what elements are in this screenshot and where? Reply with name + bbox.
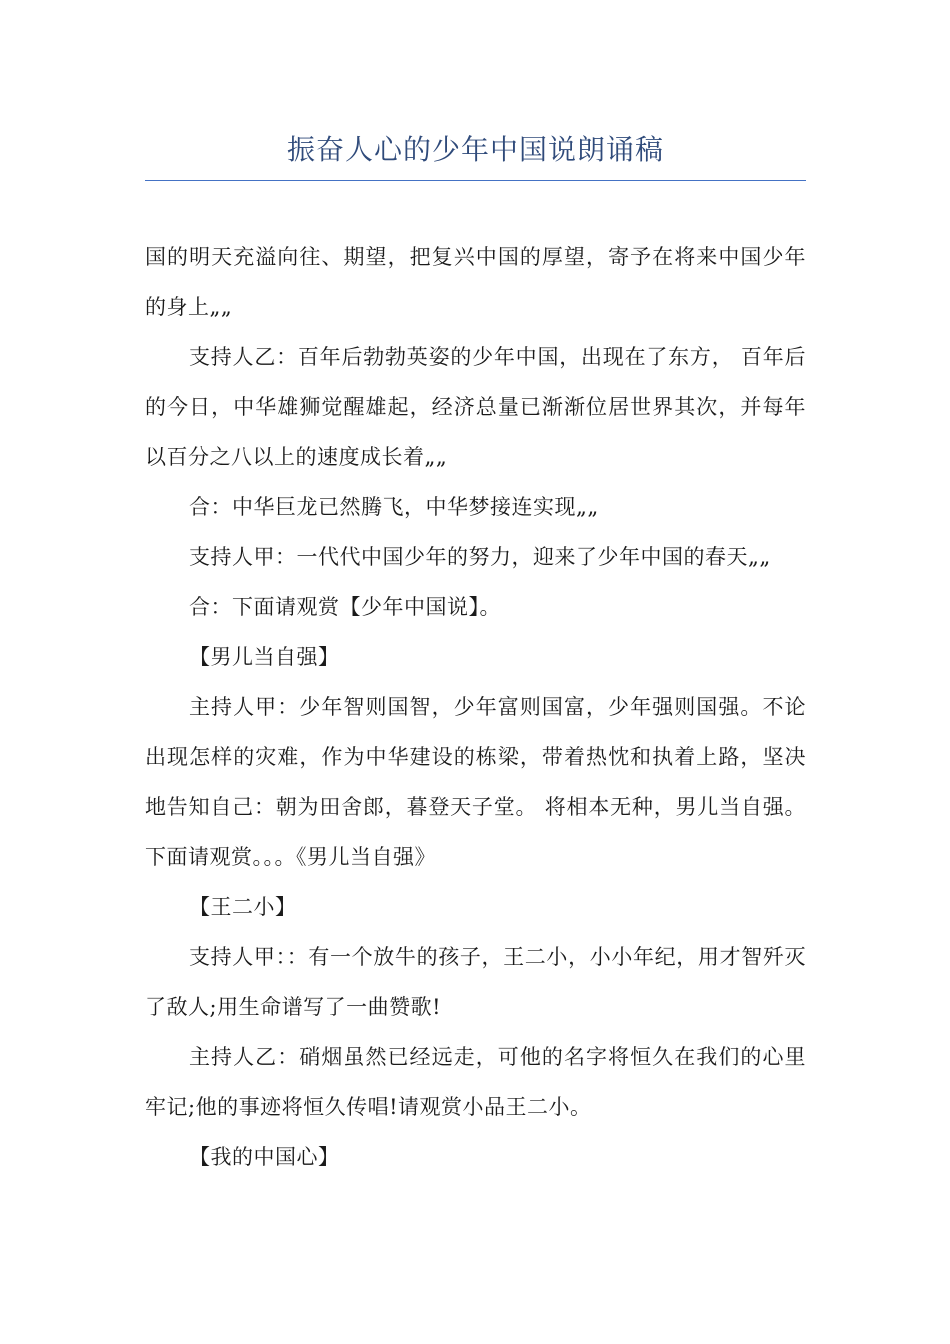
- document-title: 振奋人心的少年中国说朗诵稿: [286, 133, 664, 166]
- paragraph-host-a-1: 支持人甲：一代代中国少年的努力，迎来了少年中国的春天„„: [189, 545, 771, 569]
- paragraph-chorus-2: 合：下面请观赏【少年中国说】。: [189, 595, 501, 619]
- paragraph-continuation: 国的明天充溢向往、期望，把复兴中国的厚望，寄予在将来中国少年的身上„„: [145, 245, 806, 319]
- paragraph-host-b-2: 主持人乙：硝烟虽然已经远走，可他的名字将恒久在我们的心里牢记;他的事迹将恒久传唱!请观赏小品王二小。: [145, 1045, 806, 1119]
- section-heading-nan-er: 【男儿当自强】: [189, 645, 340, 669]
- paragraph-host-a-3: 支持人甲：：有一个放牛的孩子，王二小，小小年纪，用才智歼灭了敌人;用生命谱写了一曲赞歌!: [145, 945, 806, 1019]
- paragraph-chorus-1: 合：中华巨龙已然腾飞，中华梦接连实现„„: [189, 495, 599, 519]
- document-body: [145, 232, 806, 1182]
- paragraph-host-a-2: 主持人甲：少年智则国智，少年富则国富，少年强则国强。不论出现怎样的灾难，作为中华建设的栋梁，带着热忱和执着上路，坚决地告知自己：朝为田舍郎，暮登天子堂。 将相本无种，男儿当自强。下面请观赏。。。《男儿当自强》: [145, 695, 806, 869]
- title-underline: [145, 180, 806, 181]
- section-heading-wang-er-xiao: 【王二小】: [189, 895, 297, 919]
- paragraph-host-b-1: 支持人乙：百年后勃勃英姿的少年中国，出现在了东方， 百年后的今日，中华雄狮觉醒雄起，经济总量已渐渐位居世界其次，并每年以百分之八以上的速度成长着„„: [145, 345, 806, 469]
- section-heading-zhongguo-xin: 【我的中国心】: [189, 1145, 340, 1169]
